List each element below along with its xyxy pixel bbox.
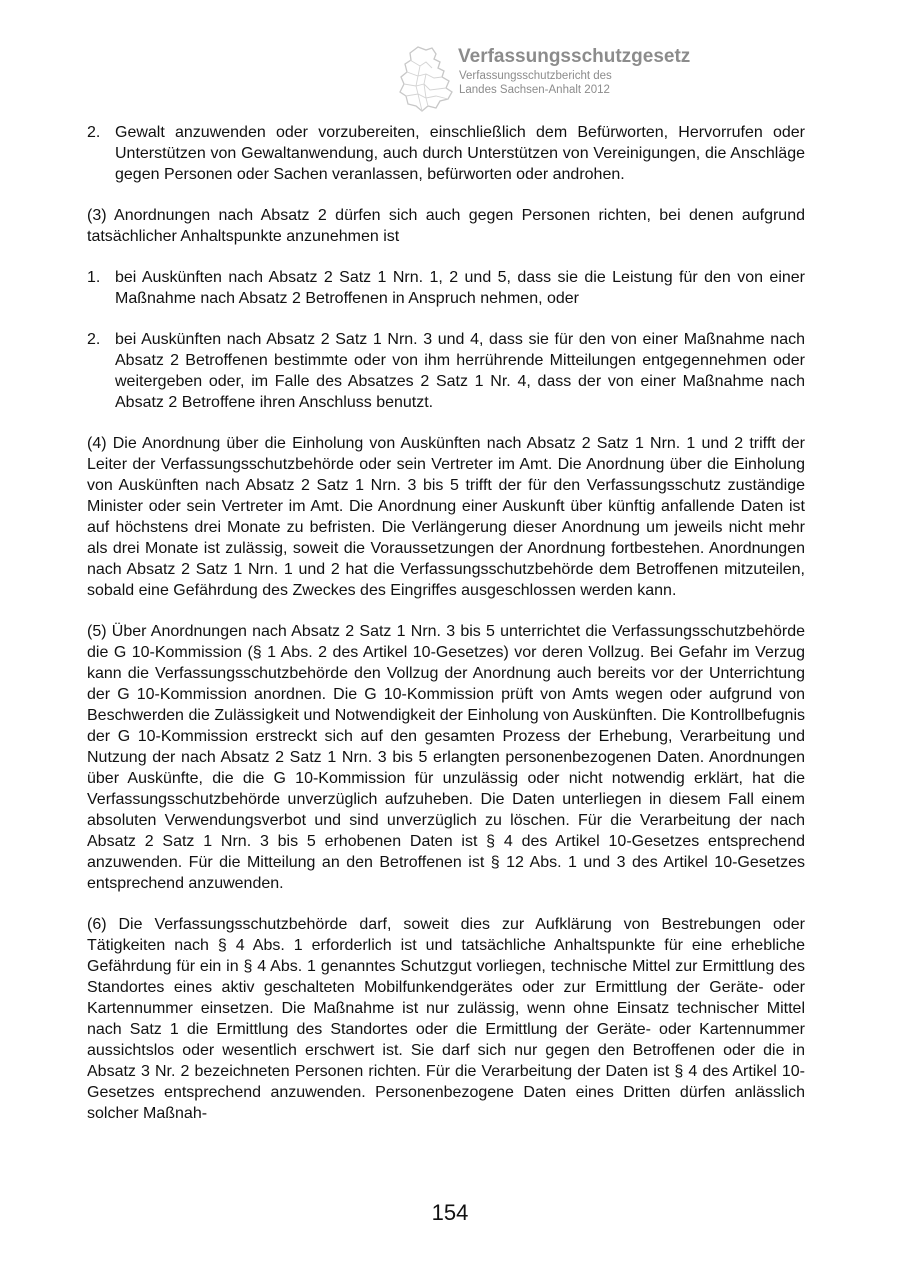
page-number: 154 — [431, 1200, 469, 1225]
list-item-number: 2. — [87, 331, 101, 348]
header-title: Verfassungsschutzgesetz — [458, 46, 691, 67]
saxony-anhalt-map-outline-icon — [396, 44, 460, 114]
list-item-number: 2. — [87, 124, 101, 141]
list-item-text: Gewalt anzuwenden oder vorzubereiten, einschließlich dem Befürworten, Hervorrufen oder Unterstützen von Gewaltanwendung, auch durch Unterstützen von Vereinigungen, die Anschläge gegen Personen oder Sachen veranlassen, befürworten oder androhen. — [115, 124, 805, 183]
list-item — [87, 122, 805, 185]
paragraph-6: (6) Die Verfassungsschutzbehörde darf, soweit dies zur Aufklärung von Bestrebungen oder Tätigkeiten nach § 4 Abs. 1 erforderlich ist und tatsächliche Anhaltspunkte für eine erhebliche Gefährdung für ein in § 4 Abs. 1 genanntes Schutzgut vorliegen, technische Mittel zur Ermittlung des Standortes eines aktiv geschalteten Mobilfunkendgerätes oder zur Ermittlung der Geräte- oder Kartennummer einsetzen. Die Maßnahme ist nur zulässig, wenn ohne Einsatz technischer Mittel nach Satz 1 die Ermittlung des Standortes oder die Ermittlung der Geräte- oder Kartennummer aussichtslos oder wesentlich erschwert ist. Sie darf sich nur gegen den Betroffenen oder die in Absatz 3 Nr. 2 bezeichneten Personen richten. Für die Verarbeitung der Daten ist § 4 des Artikel 10-Gesetzes entsprechend anzuwenden. Personenbezogene Daten eines Dritten dürfen anlässlich solcher Maßnah- — [87, 916, 805, 1122]
header-subtitle-line2: Landes Sachsen-Anhalt 2012 — [459, 84, 610, 96]
list-item — [87, 329, 805, 413]
list-item-number: 1. — [87, 269, 101, 286]
document-body — [87, 122, 805, 1124]
list-item-text: bei Auskünften nach Absatz 2 Satz 1 Nrn. 1, 2 und 5, dass sie die Leistung für den von einer Maßnahme nach Absatz 2 Betroffenen in Anspruch nehmen, oder — [115, 269, 805, 307]
list-item-text: bei Auskünften nach Absatz 2 Satz 1 Nrn. 3 und 4, dass sie für den von einer Maßnahme nach Absatz 2 Betroffenen bestimmte oder von ihm herrührende Mitteilungen entgegennehmen oder weitergeben oder, im Falle des Absatzes 2 Satz 1 Nr. 4, dass der von einer Maßnahme nach Absatz 2 Betroffene ihren Anschluss benutzt. — [115, 331, 805, 411]
list-item — [87, 267, 805, 309]
page-header — [396, 44, 816, 116]
header-subtitle-line1: Verfassungsschutzbericht des — [459, 70, 612, 82]
paragraph-4: (4) Die Anordnung über die Einholung von Auskünften nach Absatz 2 Satz 1 Nrn. 1 und 2 trifft der Leiter der Verfassungsschutzbehörde oder sein Vertreter im Amt. Die Anordnung über die Einholung von Auskünften nach Absatz 2 Satz 1 Nrn. 3 bis 5 trifft der für den Verfassungsschutz zuständige Minister oder sein Vertreter im Amt. Die Anordnung einer Auskunft über künftig anfallende Daten ist auf höchstens drei Monate zu befristen. Die Verlängerung dieser Anordnung um jeweils nicht mehr als drei Monate ist zulässig, soweit die Voraussetzungen der Anordnung fortbestehen. Anordnungen nach Absatz 2 Satz 1 Nrn. 1 und 2 hat die Verfassungsschutzbehörde dem Betroffenen mitzuteilen, sobald eine Gefährdung des Zweckes des Eingriffes ausgeschlossen werden kann. — [87, 435, 805, 599]
paragraph-3: (3) Anordnungen nach Absatz 2 dürfen sich auch gegen Personen richten, bei denen aufgrund tatsächlicher Anhaltspunkte anzunehmen ist — [87, 207, 805, 245]
paragraph-5: (5) Über Anordnungen nach Absatz 2 Satz 1 Nrn. 3 bis 5 unterrichtet die Verfassungsschutzbehörde die G 10-Kommission (§ 1 Abs. 2 des Artikel 10-Gesetzes) vor deren Vollzug. Bei Gefahr im Verzug kann die Verfassungsschutzbehörde den Vollzug der Anordnung auch bereits vor der Unterrichtung der G 10-Kommission anordnen. Die G 10-Kommission prüft von Amts wegen oder aufgrund von Beschwerden die Zulässigkeit und Notwendigkeit der Einholung von Auskünften. Die Kontrollbefugnis der G 10-Kommission erstreckt sich auf den gesamten Prozess der Erhebung, Verarbeitung und Nutzung der nach Absatz 2 Satz 1 Nrn. 3 bis 5 erlangten personenbezogenen Daten. Anordnungen über Auskünfte, die die G 10-Kommission für unzulässig oder nicht notwendig erklärt, hat die Verfassungsschutzbehörde unverzüglich aufzuheben. Die Daten unterliegen in diesem Fall einem absoluten Verwendungsverbot und sind unverzüglich zu löschen. Für die Verarbeitung der nach Absatz 2 Satz 1 Nrn. 3 bis 5 erhobenen Daten ist § 4 des Artikel 10-Gesetzes entsprechend anzuwenden. Für die Mitteilung an den Betroffenen ist § 12 Abs. 1 und 3 des Artikel 10-Gesetzes entsprechend anzuwenden. — [87, 623, 805, 892]
